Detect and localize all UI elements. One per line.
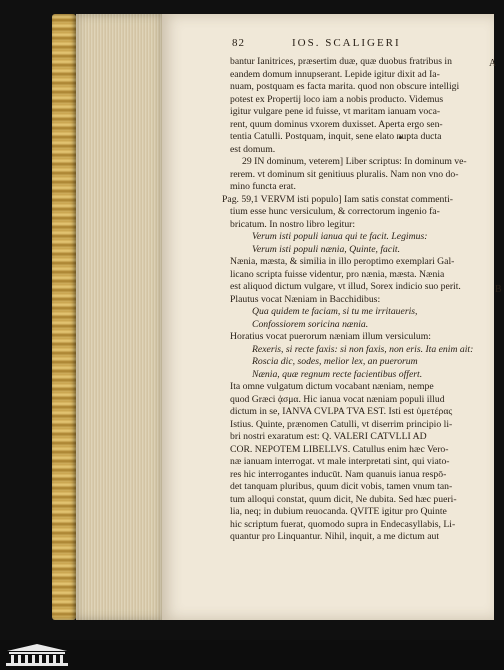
bottom-strip — [0, 640, 504, 670]
text-line: lia, neq; in dubium reuocanda. QVITE igitur pro Quinte — [230, 506, 447, 517]
margin-letter-b: B — [495, 284, 502, 295]
text-line: 29 IN dominum, veterem] Liber scriptus: In dominum ve- — [242, 156, 467, 167]
verse-line: Qua quidem te faciam, si tu me irritaueris, — [252, 306, 418, 317]
running-header — [232, 37, 492, 53]
text-line: Horatius vocat puerorum næniam illum versiculum: — [230, 331, 431, 342]
text-line: nuam, postquam es facta marita. quod non obscure intelligi — [230, 81, 460, 92]
text-line: res hic interrogantes inducūt. Nam quanuis ianua respō- — [230, 468, 447, 480]
text-line: rerem. vt dominum sit genitiuus pluralis. Nam non vno do- — [230, 168, 459, 180]
margin-letter-a: A — [489, 58, 497, 69]
text-line: hic scriptum fuerat, quomodo supra in Endecasyllabis, Li- — [230, 518, 456, 530]
text-line: est aliquod dictum vulgare, vt illud, Sorex indicio suo perit. — [230, 281, 461, 292]
text-line: dictum in se, IANVA CVLPA TVA EST. Isti est ὑμετέρας — [230, 406, 453, 417]
text-line: mino functa erat. — [230, 181, 296, 192]
text-line: bri nostri exaratum est: Q. VALERI CATVLLI AD — [230, 431, 427, 442]
text-line: bantur Ianitrices, præsertim duæ, quæ duobus fratribus in — [230, 56, 452, 67]
text-line: tium esse hunc versiculum, & correctorum ingenio fa- — [230, 206, 440, 217]
verse-line: Roscia dic, sodes, melior lex, an puerorum — [252, 356, 418, 367]
text-line: igitur vulgare pene id fuisse, vt maritam ianuam voca- — [230, 106, 441, 117]
verse-line: Nænia, quæ regnum recte facientibus offert. — [252, 368, 423, 380]
gilt-page-edge — [52, 14, 76, 620]
verse-line: Verum isti populi ianua qui te facit. Legimus: — [252, 231, 428, 242]
text-line: næ ianuam interrogat. vt male interpretati sint, qui viato- — [230, 456, 450, 467]
text-line: est domum. — [230, 143, 276, 155]
book-fore-edge — [76, 14, 162, 620]
text-line: Nænia, mæsta, & similia in illo peroptimo exemplari Gal- — [230, 256, 455, 267]
verse-line: Rexeris, si recte faxis: si non faxis, non eris. Ita enim ait: — [252, 343, 474, 355]
text-line: eandem domum innupserant. Lepide igitur dixit ad Ia- — [230, 68, 440, 80]
page-number: 82 — [232, 37, 245, 49]
verse-line: Verum isti populi nænia, Quinte, facit. — [252, 243, 400, 255]
text-line: Plautus vocat Næniam in Bacchidibus: — [230, 293, 381, 305]
text-line: potest ex Propertij loco iam a nobis producto. Videmus — [230, 93, 444, 105]
text-line: quod Græci ᾀσμα. Hic ianua vocat næniam populi illud — [230, 393, 445, 405]
body-text — [222, 56, 497, 544]
text-line: COR. NEPOTEM LIBELLVS. Catullus enim hæc Vero- — [230, 443, 449, 455]
text-line: det tanquam pluribus, quum dicit vobis, tamen vnum tan- — [230, 481, 453, 492]
text-line: tentia Catulli. Postquam, inquit, sene elato nupta ducta — [230, 131, 442, 142]
text-line: quantur pro Linquantur. Nihil, inquit, a me dictum aut — [230, 531, 440, 542]
text-line: tum alloqui constat, quum dicit, Ne dubita. Sed hæc pueri- — [230, 493, 457, 505]
text-line: Pag. 59,1 VERVM isti populo] Iam satis constat commenti- — [222, 193, 453, 205]
text-line: rent, quum dominus vxorem duxisset. Aperta ergo sen- — [230, 118, 443, 130]
library-building-logo — [5, 643, 69, 667]
running-title: IOS. SCALIGERI — [292, 37, 401, 49]
verse-line: Confossiorem soricina nænia. — [252, 318, 369, 330]
text-line: Ita omne vulgatum dictum vocabant næniam, nempe — [230, 381, 434, 392]
text-line: licano scripta fuisse videntur, pro nænia, mæsta. Nænia — [230, 268, 445, 280]
text-line: Istius. Quinte, prænomen Catulli, vt diserrim principio li- — [230, 418, 453, 430]
text-line: bricatum. In nostro libro legitur: — [230, 218, 356, 230]
